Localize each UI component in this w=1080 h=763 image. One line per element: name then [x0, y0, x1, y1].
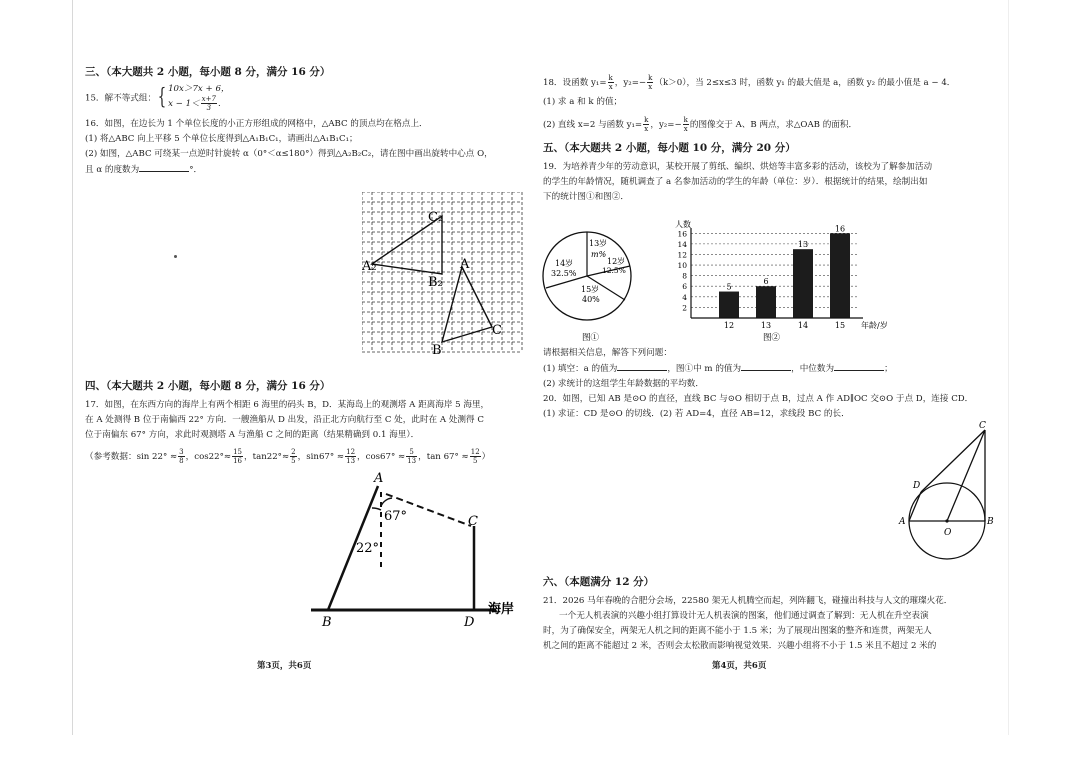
label-b: B: [322, 615, 332, 630]
label-c2: C₂: [428, 210, 444, 225]
reference-label: cos67° ≈: [365, 452, 406, 462]
center-point: [945, 519, 948, 522]
q19-after1: 请根据相关信息，解答下列问题：: [543, 348, 672, 358]
q18-3-text-a: (2) 直线 x=2 与函数 y₁=: [543, 120, 643, 130]
reference-den: 8: [179, 457, 184, 465]
frac-num: k: [608, 74, 613, 82]
q21-line1: 21．2026 马年春晚的合肥分会场，22580 架无人机腾空而起，列阵翻飞，碰撞出科技与人文的璀璨火花．: [543, 596, 953, 606]
separator: ，: [418, 452, 427, 462]
y-tick-label: 2: [682, 303, 687, 313]
bar-value-label: 6: [763, 277, 769, 287]
frac-k-over-x-3: [643, 116, 649, 133]
y-tick-label: 12: [677, 250, 687, 260]
reference-fraction: [232, 448, 243, 465]
q18-text-a: 18．设函数 y₁=: [543, 78, 607, 88]
inequality-system: 10x＞7x + 6， x − 1＜ $\frac{x+7}{3}$ .: [168, 84, 230, 112]
bar: [719, 292, 739, 318]
frac-k-over-x-2: [647, 74, 653, 91]
segment-oc: [947, 430, 985, 521]
frac-num: k: [683, 116, 688, 124]
right-column-lower: [543, 572, 993, 654]
angle-arc-22: [372, 508, 381, 510]
reference-value: [136, 448, 195, 465]
bar: [756, 286, 776, 318]
y-tick-label: 4: [682, 292, 687, 302]
left-column-lower: [85, 376, 525, 465]
label-22: 22°: [356, 541, 380, 556]
q17-figure: [306, 470, 526, 630]
angle-arc-67: [381, 498, 392, 506]
stray-dot: [174, 255, 177, 258]
label-b2: B₂: [428, 275, 443, 290]
x-axis-label: 年龄/岁: [861, 321, 888, 330]
reference-value: [252, 448, 307, 465]
label-c: C: [492, 323, 502, 338]
reference-fraction: [470, 448, 481, 465]
q19-line1: 19．为培养青少年的劳动意识，某校开展了剪纸、编织、烘焙等丰富多彩的活动，该校为了解参加活动: [543, 162, 933, 172]
reference-values: [136, 448, 482, 465]
label-a2: A₂: [362, 259, 377, 274]
separator: ，: [244, 452, 253, 462]
q16-line4-text: 且 α 的度数为: [85, 165, 140, 175]
reference-fraction: [406, 448, 417, 465]
q15-line2: x − 1＜: [168, 99, 200, 109]
pie-pct-13: m%: [591, 250, 607, 259]
ref-prefix: （参考数据：: [85, 452, 137, 462]
q20-figure: [895, 418, 995, 573]
pie-pct-15: 40%: [582, 295, 600, 304]
q20-line2: (1) 求证：CD 是⊙O 的切线．(2) 若 AD=4，直径 AB=12，求线段 BC 的长．: [543, 409, 850, 419]
reference-fraction: [178, 448, 184, 465]
q18-text-b: ，y₂=−: [614, 78, 647, 88]
reference-den: 16: [233, 457, 243, 465]
reference-den: 5: [291, 457, 296, 465]
label-o: O: [944, 528, 952, 538]
y-tick-label: 8: [682, 271, 687, 281]
y-tick-label: 10: [677, 261, 687, 271]
q16-line3: (2) 如图，△ABC 可绕某一点逆时针旋转 α（0°＜α≤180°）得到△A₂B₂C₂，请在图中画出旋转中心点 O，: [85, 149, 493, 159]
label-a: A: [374, 471, 384, 486]
q17-reference-data: [85, 448, 525, 465]
section-3-heading: 三、（本大题共 2 小题，每小题 8 分，满分 16 分）: [85, 66, 331, 78]
segment-cd: [921, 430, 985, 492]
answer-blank-m[interactable]: [741, 361, 791, 371]
q19-blank-m-label: ，图①中 m 的值为: [667, 364, 742, 374]
segment-ad: [909, 492, 921, 521]
reference-value: [426, 448, 482, 465]
bar: [830, 233, 850, 318]
q16-line1: 16．如图，在边长为 1 个单位长度的小正方形组成的网格中，△ABC 的顶点均在格点上．: [85, 119, 428, 129]
q16-line4: [85, 162, 525, 178]
frac-den: x: [644, 125, 649, 133]
bar-chart-caption: 图②: [763, 333, 781, 343]
reference-label: cos22°≈: [194, 452, 232, 462]
x-tick-label: 14: [797, 321, 809, 330]
frac-k-over-x-4: [683, 116, 689, 133]
frac-den: x: [648, 83, 653, 91]
q15-prefix: 15．解不等式组：: [85, 93, 157, 104]
q16-line2: (1) 将△ABC 向上平移 5 个单位长度得到△A₁B₁C₁，请画出△A₁B₁C₁；: [85, 134, 358, 144]
x-tick-label: 12: [723, 321, 735, 330]
q19-blank-a-label: (1) 填空：a 的值为: [543, 364, 618, 374]
reference-num: 5: [406, 448, 417, 457]
q15-fraction: [201, 95, 217, 112]
label-b: B: [432, 343, 442, 356]
frac-num: k: [648, 74, 653, 82]
q19-line2: 的学生的年龄情况，随机调查了 a 名参加活动的学生的年龄（单位：岁）．根据统计的结果，绘制出如: [543, 177, 928, 187]
label-67: 67°: [384, 509, 408, 524]
right-column-middle: [543, 346, 993, 422]
pie-pct-12: 12.5%: [602, 266, 626, 275]
reference-num: 2: [291, 448, 296, 456]
pie-pct-14: 32.5%: [551, 269, 577, 278]
reference-num: 15: [233, 448, 243, 456]
q18-3-text-b: ，y₂=−: [650, 120, 682, 130]
label-d: D: [913, 481, 921, 491]
q19-after3: (2) 求统计的这组学生年龄数据的平均数．: [543, 379, 704, 389]
reference-fraction: [345, 448, 356, 465]
label-coast: 海岸: [488, 602, 515, 617]
bar-value-label: 16: [834, 224, 846, 234]
q19-after2: [543, 361, 993, 377]
q18-line1: [543, 74, 993, 91]
reference-label: sin67° ≈: [306, 452, 345, 462]
q15-frac-num: x+7: [201, 95, 216, 103]
q17-line3: 位于南偏东 67° 方向，求此时观测塔 A 与渔船 C 之间的距离（结果精确到 0.1 海里）．: [85, 430, 420, 440]
q18-line2: (1) 求 a 和 k 的值；: [543, 97, 623, 107]
reference-value: [194, 448, 253, 465]
q19-blank-median-label: ，中位数为: [791, 364, 835, 374]
q19-line3: 下的统计图①和图②．: [543, 192, 629, 202]
label-b: B: [987, 517, 994, 527]
q18-line3: [543, 116, 993, 133]
reference-den: 13: [346, 457, 356, 465]
reference-den: 5: [472, 457, 478, 465]
q16-line4-suffix: °．: [189, 165, 203, 175]
q15-frac-den: 3: [206, 104, 212, 112]
q17-line2: 在 A 处测得 B 位于南偏西 22° 方向．一艘渔船从 D 出发，沿正北方向航行至 C 处，此时在 A 处测得 C: [85, 415, 484, 425]
reference-value: [306, 448, 366, 465]
section-6-heading: 六、（本题满分 12 分）: [543, 576, 655, 588]
separator: ，: [185, 452, 195, 462]
page-edge-line-right: [1008, 0, 1009, 735]
q18-3-text-c: 的图像交于 A、B 两点，求△OAB 的面积．: [689, 120, 858, 130]
label-c: C: [979, 421, 986, 431]
frac-num: k: [644, 116, 649, 124]
reference-num: 3: [179, 448, 184, 456]
pie-caption: 图①: [582, 333, 600, 343]
q16-grid-figure: [362, 192, 526, 356]
pie-label-14: 14岁: [555, 259, 574, 268]
reference-label: tan 67° ≈: [426, 452, 469, 462]
reference-label: tan22°≈: [252, 452, 290, 462]
answer-blank-a[interactable]: [617, 361, 667, 371]
bar-chart: [663, 218, 905, 343]
pie-chart: [537, 226, 637, 344]
section-4-heading: 四、（本大题共 2 小题，每小题 8 分，满分 16 分）: [85, 380, 331, 392]
reference-label: sin 22° ≈: [136, 452, 178, 462]
left-column: [85, 62, 525, 178]
page-footer-right: 第4页，共6页: [712, 661, 767, 671]
label-c: C: [468, 514, 478, 529]
y-axis-label: 人数: [675, 220, 691, 229]
reference-num: 12: [470, 448, 480, 456]
reference-fraction: [290, 448, 296, 465]
reference-value: [365, 448, 427, 465]
q17-line1: 17．如图，在东西方向的海岸上有两个相距 6 海里的码头 B，D．某海岛上的观测塔 A 距离海岸 5 海里，: [85, 400, 490, 410]
q21-line2: 一个无人机表演的兴趣小组打算设计无人机表演的图案，他们通过调查了解到：无人机在升空表演: [559, 611, 929, 621]
separator: ，: [297, 452, 307, 462]
frac-k-over-x: [608, 74, 614, 91]
answer-blank[interactable]: [139, 162, 189, 172]
x-tick-label: 15: [834, 321, 846, 330]
right-column: [543, 74, 993, 205]
q20-line1: 20．如图，已知 AB 是⊙O 的直径，直线 BC 与⊙O 相切于点 B，过点 A 作 AD∥OC 交⊙O 于点 D，连接 CD．: [543, 394, 974, 404]
x-tick-label: 13: [760, 321, 772, 330]
separator: ，: [357, 452, 366, 462]
bar-value-label: 13: [797, 240, 809, 250]
ref-suffix: ）: [481, 452, 491, 462]
page-edge-line: [72, 0, 73, 735]
q18-text-c: （k＞0），当 2≤x≤3 时，函数 y₁ 的最大值是 a，函数 y₂ 的最小值是 a − 4．: [654, 78, 956, 88]
page-footer-left: 第3页，共6页: [257, 661, 312, 671]
bar-chart-bars: [719, 224, 850, 318]
triangle-abc: [442, 267, 492, 342]
answer-blank-median[interactable]: [834, 361, 884, 371]
bar-value-label: 5: [726, 282, 732, 292]
q15-line1: 10x＞7x + 6，: [168, 84, 230, 94]
label-a: A: [460, 257, 470, 272]
q19-after2-end: ；: [884, 364, 893, 374]
y-tick-label: 6: [682, 282, 687, 292]
question-15: [85, 84, 525, 112]
pie-label-13: 13岁: [589, 239, 608, 248]
q21-line4: 机之间的距离不能超过 2 米，否则会太松散而影响视觉效果．兴趣小组将不小于 1.5 米且不超过 2 米的: [543, 641, 937, 651]
reference-den: 13: [407, 457, 417, 465]
frac-den: x: [608, 83, 613, 91]
pie-label-15: 15岁: [581, 285, 600, 294]
y-tick-label: 16: [677, 229, 687, 239]
pie-label-12: 12岁: [607, 257, 626, 266]
frac-den: x: [683, 125, 688, 133]
reference-num: 12: [346, 448, 356, 456]
label-d: D: [464, 615, 475, 630]
system-brace: {: [157, 85, 167, 110]
bar: [793, 249, 813, 318]
y-tick-label: 14: [677, 239, 687, 249]
section-5-heading: 五、（本大题共 2 小题，每小题 10 分，满分 20 分）: [543, 142, 796, 154]
label-a: A: [899, 517, 906, 527]
q21-line3: 时，为了确保安全，两架无人机之间的距离不能小于 1.5 米；为了展现出图案的整齐和连贯，两架无人: [543, 626, 932, 636]
